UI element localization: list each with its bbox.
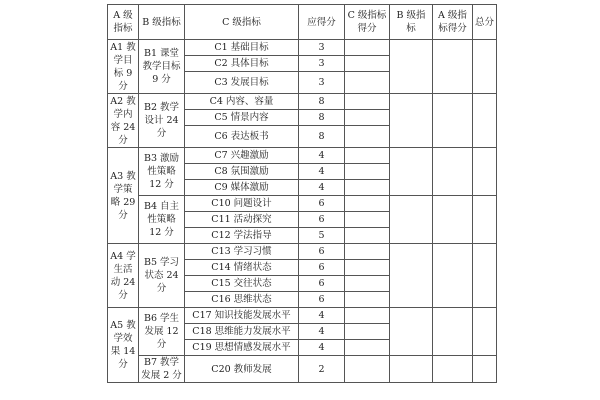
score-due-cell: 6 [299, 276, 345, 292]
score-due-cell: 5 [299, 228, 345, 244]
c-score-input-cell[interactable] [345, 110, 390, 126]
c-index-cell: C13 学习习惯 [185, 244, 299, 260]
b-index-cell: B7 教学发展 2 分 [139, 356, 185, 383]
a-index-cell: A3 教学策略 29 分 [108, 148, 139, 244]
a-index-cell: A2 教学内容 24 分 [108, 94, 139, 148]
score-due-cell: 3 [299, 56, 345, 72]
table-row [108, 94, 497, 110]
a-index-cell: A1 教学目标 9 分 [108, 40, 139, 94]
b-score-input-cell[interactable] [390, 148, 433, 196]
score-due-cell: 8 [299, 94, 345, 110]
score-due-cell: 6 [299, 292, 345, 308]
table-row [108, 308, 497, 324]
header-b-index: B 级指标 [139, 5, 185, 40]
score-due-cell: 4 [299, 308, 345, 324]
c-index-cell: C8 氛围激励 [185, 164, 299, 180]
total-score-input-cell[interactable] [473, 196, 497, 244]
c-score-input-cell[interactable] [345, 276, 390, 292]
c-score-input-cell[interactable] [345, 164, 390, 180]
b-index-cell: B6 学生发展 12 分 [139, 308, 185, 356]
c-index-cell: C20 教师发展 [185, 356, 299, 383]
header-c-index: C 级指标 [185, 5, 299, 40]
a-score-input-cell[interactable] [433, 244, 473, 308]
c-score-input-cell[interactable] [345, 292, 390, 308]
c-score-input-cell[interactable] [345, 196, 390, 212]
score-due-cell: 6 [299, 212, 345, 228]
c-index-cell: C17 知识技能发展水平 [185, 308, 299, 324]
a-score-input-cell[interactable] [433, 196, 473, 244]
a-score-input-cell[interactable] [433, 94, 473, 148]
score-due-cell: 6 [299, 260, 345, 276]
header-b-got: B 级指标 [390, 5, 433, 40]
c-score-input-cell[interactable] [345, 260, 390, 276]
c-score-input-cell[interactable] [345, 228, 390, 244]
b-score-input-cell[interactable] [390, 40, 433, 94]
c-index-cell: C19 思想情感发展水平 [185, 340, 299, 356]
a-score-input-cell[interactable] [433, 308, 473, 356]
score-due-cell: 4 [299, 340, 345, 356]
score-due-cell: 4 [299, 148, 345, 164]
c-score-input-cell[interactable] [345, 356, 390, 383]
c-score-input-cell[interactable] [345, 56, 390, 72]
b-score-input-cell[interactable] [390, 308, 433, 356]
header-a-index: A 级指标 [108, 5, 139, 40]
c-index-cell: C1 基础目标 [185, 40, 299, 56]
evaluation-table-wrapper [107, 4, 497, 383]
score-due-cell: 4 [299, 324, 345, 340]
c-score-input-cell[interactable] [345, 212, 390, 228]
b-score-input-cell[interactable] [390, 356, 433, 383]
b-index-cell: B3 激励性策略 12 分 [139, 148, 185, 196]
header-total: 总分 [473, 5, 497, 40]
c-index-cell: C9 媒体激励 [185, 180, 299, 196]
score-due-cell: 2 [299, 356, 345, 383]
total-score-input-cell[interactable] [473, 94, 497, 148]
c-score-input-cell[interactable] [345, 40, 390, 56]
c-index-cell: C3 发展目标 [185, 72, 299, 94]
c-score-input-cell[interactable] [345, 340, 390, 356]
total-score-input-cell[interactable] [473, 40, 497, 94]
c-index-cell: C4 内容、容量 [185, 94, 299, 110]
b-index-cell: B1 课堂教学目标 9 分 [139, 40, 185, 94]
c-index-cell: C14 情绪状态 [185, 260, 299, 276]
score-due-cell: 3 [299, 72, 345, 94]
score-due-cell: 4 [299, 164, 345, 180]
a-index-cell: A5 教学效果 14 分 [108, 308, 139, 383]
header-a-got: A 级指标得分 [433, 5, 473, 40]
c-score-input-cell[interactable] [345, 324, 390, 340]
evaluation-table [107, 4, 497, 383]
table-row [108, 196, 497, 212]
header-c-got: C 级指标得分 [345, 5, 390, 40]
table-row [108, 244, 497, 260]
score-due-cell: 6 [299, 244, 345, 260]
a-index-cell: A4 学生活动 24 分 [108, 244, 139, 308]
score-due-cell: 8 [299, 126, 345, 148]
header-row [108, 5, 497, 40]
c-index-cell: C16 思维状态 [185, 292, 299, 308]
c-score-input-cell[interactable] [345, 308, 390, 324]
c-score-input-cell[interactable] [345, 126, 390, 148]
c-index-cell: C15 交往状态 [185, 276, 299, 292]
c-index-cell: C11 活动探究 [185, 212, 299, 228]
score-due-cell: 6 [299, 196, 345, 212]
c-score-input-cell[interactable] [345, 180, 390, 196]
b-score-input-cell[interactable] [390, 244, 433, 308]
score-due-cell: 3 [299, 40, 345, 56]
b-index-cell: B5 学习状态 24 分 [139, 244, 185, 308]
c-index-cell: C12 学法指导 [185, 228, 299, 244]
b-score-input-cell[interactable] [390, 196, 433, 244]
c-score-input-cell[interactable] [345, 148, 390, 164]
a-score-input-cell[interactable] [433, 356, 473, 383]
a-score-input-cell[interactable] [433, 148, 473, 196]
total-score-input-cell[interactable] [473, 148, 497, 196]
b-index-cell: B2 教学设计 24 分 [139, 94, 185, 148]
table-row [108, 148, 497, 164]
table-row [108, 356, 497, 383]
c-index-cell: C10 问题设计 [185, 196, 299, 212]
c-index-cell: C6 表达板书 [185, 126, 299, 148]
score-due-cell: 8 [299, 110, 345, 126]
a-score-input-cell[interactable] [433, 40, 473, 94]
c-index-cell: C5 情景内容 [185, 110, 299, 126]
c-index-cell: C7 兴趣激励 [185, 148, 299, 164]
score-due-cell: 4 [299, 180, 345, 196]
header-score-due: 应得分 [299, 5, 345, 40]
c-index-cell: C2 具体目标 [185, 56, 299, 72]
total-score-input-cell[interactable] [473, 244, 497, 308]
b-index-cell: B4 自主性策略 12 分 [139, 196, 185, 244]
total-score-input-cell[interactable] [473, 308, 497, 356]
b-score-input-cell[interactable] [390, 94, 433, 148]
c-score-input-cell[interactable] [345, 244, 390, 260]
total-score-input-cell[interactable] [473, 356, 497, 383]
c-score-input-cell[interactable] [345, 94, 390, 110]
c-index-cell: C18 思维能力发展水平 [185, 324, 299, 340]
table-row [108, 40, 497, 56]
c-score-input-cell[interactable] [345, 72, 390, 94]
